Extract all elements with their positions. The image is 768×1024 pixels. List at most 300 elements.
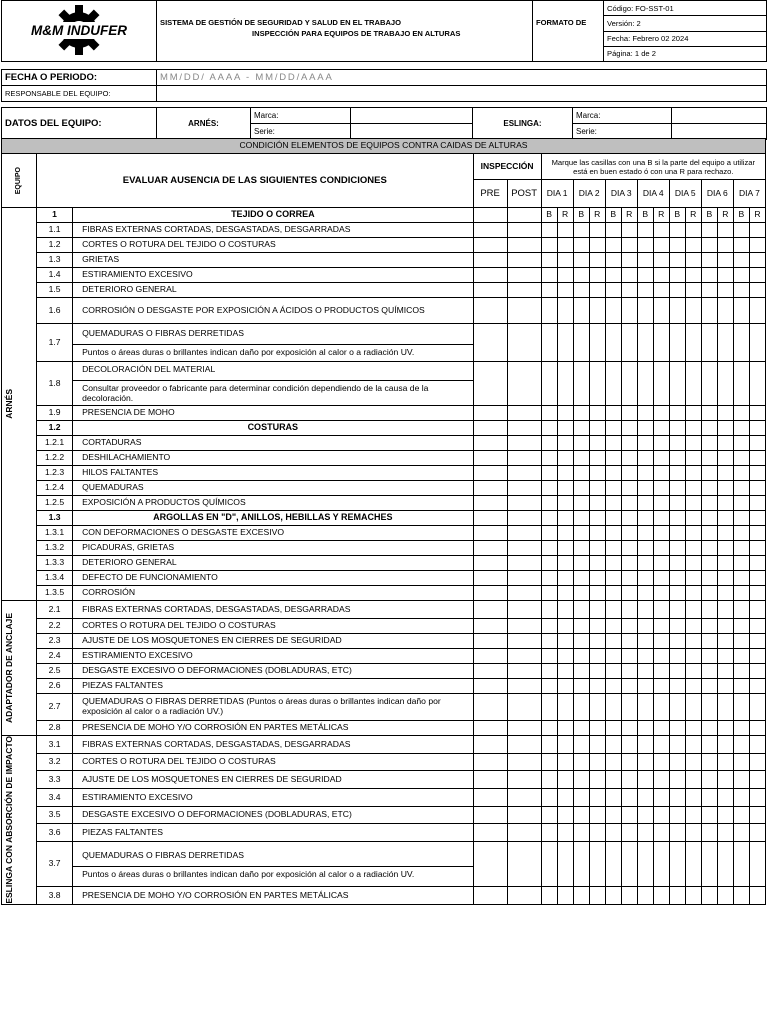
r-check-cell[interactable] — [685, 619, 701, 634]
b-check-cell[interactable] — [669, 541, 685, 556]
b-check-cell[interactable] — [605, 466, 621, 481]
b-check-cell[interactable] — [701, 824, 717, 842]
b-check-cell[interactable] — [605, 421, 621, 436]
b-check-cell[interactable] — [573, 806, 589, 824]
b-check-cell[interactable] — [733, 721, 749, 736]
b-check-cell[interactable] — [573, 283, 589, 298]
r-check-cell[interactable] — [717, 601, 733, 619]
b-check-cell[interactable] — [669, 556, 685, 571]
r-check-cell[interactable] — [685, 721, 701, 736]
b-check-cell[interactable] — [573, 324, 589, 362]
b-check-cell[interactable] — [573, 421, 589, 436]
b-check-cell[interactable] — [669, 481, 685, 496]
b-check-cell[interactable] — [605, 496, 621, 511]
b-check-cell[interactable] — [637, 586, 653, 601]
r-check-cell[interactable] — [717, 694, 733, 721]
r-check-cell[interactable] — [557, 649, 573, 664]
r-check-cell[interactable] — [589, 842, 605, 887]
r-check-cell[interactable] — [717, 324, 733, 362]
b-check-cell[interactable] — [637, 526, 653, 541]
r-check-cell[interactable] — [621, 721, 637, 736]
b-check-cell[interactable] — [637, 806, 653, 824]
b-check-cell[interactable] — [733, 526, 749, 541]
b-check-cell[interactable] — [541, 721, 557, 736]
r-check-cell[interactable] — [653, 649, 669, 664]
r-check-cell[interactable] — [557, 511, 573, 526]
pre-check-cell[interactable] — [473, 481, 507, 496]
r-check-cell[interactable] — [653, 526, 669, 541]
r-check-cell[interactable] — [685, 526, 701, 541]
r-check-cell[interactable] — [749, 634, 765, 649]
b-check-cell[interactable] — [637, 541, 653, 556]
b-check-cell[interactable] — [605, 634, 621, 649]
b-check-cell[interactable] — [733, 842, 749, 887]
b-check-cell[interactable] — [669, 283, 685, 298]
b-check-cell[interactable] — [573, 541, 589, 556]
b-check-cell[interactable] — [541, 298, 557, 324]
b-check-cell[interactable] — [573, 406, 589, 421]
r-check-cell[interactable] — [557, 223, 573, 238]
r-check-cell[interactable] — [685, 694, 701, 721]
r-check-cell[interactable] — [589, 571, 605, 586]
r-check-cell[interactable] — [749, 421, 765, 436]
b-check-cell[interactable] — [573, 664, 589, 679]
r-check-cell[interactable] — [621, 421, 637, 436]
post-check-cell[interactable] — [507, 556, 541, 571]
b-check-cell[interactable] — [669, 771, 685, 789]
b-check-cell[interactable] — [573, 556, 589, 571]
r-check-cell[interactable] — [749, 679, 765, 694]
b-check-cell[interactable] — [701, 268, 717, 283]
b-check-cell[interactable] — [541, 694, 557, 721]
b-check-cell[interactable] — [637, 253, 653, 268]
b-check-cell[interactable] — [637, 466, 653, 481]
b-check-cell[interactable] — [605, 771, 621, 789]
b-check-cell[interactable] — [605, 451, 621, 466]
r-check-cell[interactable] — [717, 721, 733, 736]
pre-check-cell[interactable] — [473, 601, 507, 619]
r-check-cell[interactable] — [749, 842, 765, 887]
r-check-cell[interactable] — [621, 886, 637, 904]
b-check-cell[interactable] — [669, 886, 685, 904]
r-check-cell[interactable] — [557, 556, 573, 571]
b-check-cell[interactable] — [637, 619, 653, 634]
r-check-cell[interactable] — [621, 571, 637, 586]
b-check-cell[interactable] — [605, 541, 621, 556]
b-check-cell[interactable] — [605, 481, 621, 496]
b-check-cell[interactable] — [541, 421, 557, 436]
r-check-cell[interactable] — [749, 649, 765, 664]
r-check-cell[interactable] — [557, 694, 573, 721]
r-check-cell[interactable] — [717, 842, 733, 887]
b-check-cell[interactable] — [701, 436, 717, 451]
r-check-cell[interactable] — [749, 223, 765, 238]
r-check-cell[interactable] — [653, 736, 669, 754]
b-check-cell[interactable] — [541, 679, 557, 694]
b-check-cell[interactable] — [573, 736, 589, 754]
b-check-cell[interactable] — [637, 496, 653, 511]
b-check-cell[interactable] — [637, 283, 653, 298]
r-check-cell[interactable] — [621, 694, 637, 721]
r-check-cell[interactable] — [621, 436, 637, 451]
r-check-cell[interactable] — [749, 771, 765, 789]
r-check-cell[interactable] — [749, 806, 765, 824]
r-check-cell[interactable] — [621, 619, 637, 634]
pre-check-cell[interactable] — [473, 541, 507, 556]
b-check-cell[interactable] — [733, 324, 749, 362]
b-check-cell[interactable] — [733, 253, 749, 268]
r-check-cell[interactable] — [685, 842, 701, 887]
r-check-cell[interactable] — [717, 541, 733, 556]
b-check-cell[interactable] — [733, 586, 749, 601]
b-check-cell[interactable] — [669, 253, 685, 268]
r-check-cell[interactable] — [749, 556, 765, 571]
r-check-cell[interactable] — [717, 451, 733, 466]
r-check-cell[interactable] — [621, 223, 637, 238]
b-check-cell[interactable] — [541, 324, 557, 362]
r-check-cell[interactable] — [685, 886, 701, 904]
b-check-cell[interactable] — [669, 466, 685, 481]
b-check-cell[interactable] — [637, 298, 653, 324]
b-check-cell[interactable] — [573, 586, 589, 601]
r-check-cell[interactable] — [589, 541, 605, 556]
b-check-cell[interactable] — [669, 601, 685, 619]
b-check-cell[interactable] — [733, 436, 749, 451]
post-check-cell[interactable] — [507, 451, 541, 466]
pre-check-cell[interactable] — [473, 253, 507, 268]
b-check-cell[interactable] — [637, 362, 653, 406]
r-check-cell[interactable] — [557, 721, 573, 736]
b-check-cell[interactable] — [701, 571, 717, 586]
b-check-cell[interactable] — [701, 619, 717, 634]
r-check-cell[interactable] — [621, 586, 637, 601]
b-check-cell[interactable] — [541, 664, 557, 679]
b-check-cell[interactable] — [669, 586, 685, 601]
r-check-cell[interactable] — [717, 679, 733, 694]
b-check-cell[interactable] — [605, 436, 621, 451]
r-check-cell[interactable] — [621, 283, 637, 298]
r-check-cell[interactable] — [557, 466, 573, 481]
b-check-cell[interactable] — [573, 298, 589, 324]
b-check-cell[interactable] — [637, 789, 653, 807]
responsable-field[interactable] — [157, 86, 767, 102]
r-check-cell[interactable] — [717, 886, 733, 904]
b-check-cell[interactable] — [733, 753, 749, 771]
b-check-cell[interactable] — [605, 619, 621, 634]
pre-check-cell[interactable] — [473, 436, 507, 451]
r-check-cell[interactable] — [589, 511, 605, 526]
r-check-cell[interactable] — [653, 436, 669, 451]
r-check-cell[interactable] — [589, 771, 605, 789]
r-check-cell[interactable] — [589, 223, 605, 238]
r-check-cell[interactable] — [557, 451, 573, 466]
b-check-cell[interactable] — [637, 771, 653, 789]
r-check-cell[interactable] — [749, 253, 765, 268]
post-check-cell[interactable] — [507, 406, 541, 421]
r-check-cell[interactable] — [653, 789, 669, 807]
b-check-cell[interactable] — [733, 634, 749, 649]
b-check-cell[interactable] — [701, 789, 717, 807]
b-check-cell[interactable] — [573, 238, 589, 253]
b-check-cell[interactable] — [669, 694, 685, 721]
r-check-cell[interactable] — [653, 406, 669, 421]
post-check-cell[interactable] — [507, 238, 541, 253]
r-check-cell[interactable] — [749, 753, 765, 771]
b-check-cell[interactable] — [605, 649, 621, 664]
b-check-cell[interactable] — [701, 421, 717, 436]
b-check-cell[interactable] — [573, 619, 589, 634]
r-check-cell[interactable] — [653, 421, 669, 436]
r-check-cell[interactable] — [621, 664, 637, 679]
b-check-cell[interactable] — [701, 298, 717, 324]
b-check-cell[interactable] — [605, 664, 621, 679]
r-check-cell[interactable] — [717, 421, 733, 436]
b-check-cell[interactable] — [573, 481, 589, 496]
r-check-cell[interactable] — [717, 753, 733, 771]
r-check-cell[interactable] — [717, 268, 733, 283]
r-check-cell[interactable] — [557, 664, 573, 679]
b-check-cell[interactable] — [733, 362, 749, 406]
b-check-cell[interactable] — [637, 649, 653, 664]
b-check-cell[interactable] — [573, 886, 589, 904]
r-check-cell[interactable] — [685, 601, 701, 619]
b-check-cell[interactable] — [733, 736, 749, 754]
b-check-cell[interactable] — [605, 721, 621, 736]
r-check-cell[interactable] — [685, 541, 701, 556]
r-check-cell[interactable] — [749, 736, 765, 754]
b-check-cell[interactable] — [541, 496, 557, 511]
b-check-cell[interactable] — [573, 601, 589, 619]
b-check-cell[interactable] — [573, 253, 589, 268]
pre-check-cell[interactable] — [473, 268, 507, 283]
r-check-cell[interactable] — [653, 466, 669, 481]
b-check-cell[interactable] — [701, 664, 717, 679]
b-check-cell[interactable] — [669, 496, 685, 511]
r-check-cell[interactable] — [653, 481, 669, 496]
b-check-cell[interactable] — [701, 586, 717, 601]
b-check-cell[interactable] — [733, 496, 749, 511]
b-check-cell[interactable] — [701, 238, 717, 253]
r-check-cell[interactable] — [717, 619, 733, 634]
b-check-cell[interactable] — [669, 268, 685, 283]
r-check-cell[interactable] — [589, 789, 605, 807]
b-check-cell[interactable] — [541, 511, 557, 526]
b-check-cell[interactable] — [669, 789, 685, 807]
pre-check-cell[interactable] — [473, 634, 507, 649]
pre-check-cell[interactable] — [473, 406, 507, 421]
b-check-cell[interactable] — [669, 679, 685, 694]
b-check-cell[interactable] — [733, 451, 749, 466]
post-check-cell[interactable] — [507, 679, 541, 694]
b-check-cell[interactable] — [733, 679, 749, 694]
b-check-cell[interactable] — [605, 694, 621, 721]
b-check-cell[interactable] — [701, 406, 717, 421]
r-check-cell[interactable] — [685, 436, 701, 451]
r-check-cell[interactable] — [749, 886, 765, 904]
r-check-cell[interactable] — [557, 824, 573, 842]
r-check-cell[interactable] — [685, 324, 701, 362]
post-check-cell[interactable] — [507, 789, 541, 807]
pre-check-cell[interactable] — [473, 664, 507, 679]
pre-check-cell[interactable] — [473, 362, 507, 406]
pre-check-cell[interactable] — [473, 324, 507, 362]
post-check-cell[interactable] — [507, 466, 541, 481]
b-check-cell[interactable] — [541, 789, 557, 807]
r-check-cell[interactable] — [557, 253, 573, 268]
b-check-cell[interactable] — [541, 253, 557, 268]
b-check-cell[interactable] — [669, 649, 685, 664]
b-check-cell[interactable] — [541, 586, 557, 601]
b-check-cell[interactable] — [701, 223, 717, 238]
r-check-cell[interactable] — [589, 253, 605, 268]
r-check-cell[interactable] — [749, 694, 765, 721]
b-check-cell[interactable] — [669, 406, 685, 421]
r-check-cell[interactable] — [621, 466, 637, 481]
b-check-cell[interactable] — [637, 634, 653, 649]
b-check-cell[interactable] — [733, 694, 749, 721]
r-check-cell[interactable] — [589, 634, 605, 649]
b-check-cell[interactable] — [701, 526, 717, 541]
post-check-cell[interactable] — [507, 634, 541, 649]
r-check-cell[interactable] — [589, 694, 605, 721]
r-check-cell[interactable] — [653, 586, 669, 601]
b-check-cell[interactable] — [541, 238, 557, 253]
r-check-cell[interactable] — [717, 824, 733, 842]
r-check-cell[interactable] — [653, 324, 669, 362]
r-check-cell[interactable] — [685, 789, 701, 807]
r-check-cell[interactable] — [653, 694, 669, 721]
r-check-cell[interactable] — [749, 362, 765, 406]
b-check-cell[interactable] — [701, 362, 717, 406]
r-check-cell[interactable] — [621, 541, 637, 556]
r-check-cell[interactable] — [621, 253, 637, 268]
b-check-cell[interactable] — [541, 223, 557, 238]
b-check-cell[interactable] — [701, 736, 717, 754]
pre-check-cell[interactable] — [473, 208, 507, 223]
b-check-cell[interactable] — [733, 824, 749, 842]
b-check-cell[interactable] — [637, 664, 653, 679]
pre-check-cell[interactable] — [473, 753, 507, 771]
r-check-cell[interactable] — [621, 679, 637, 694]
b-check-cell[interactable] — [573, 496, 589, 511]
b-check-cell[interactable] — [669, 753, 685, 771]
post-check-cell[interactable] — [507, 496, 541, 511]
r-check-cell[interactable] — [717, 634, 733, 649]
r-check-cell[interactable] — [717, 511, 733, 526]
r-check-cell[interactable] — [685, 556, 701, 571]
eslinga-marca-field[interactable] — [672, 108, 767, 124]
r-check-cell[interactable] — [589, 238, 605, 253]
b-check-cell[interactable] — [669, 721, 685, 736]
b-check-cell[interactable] — [605, 324, 621, 362]
r-check-cell[interactable] — [749, 283, 765, 298]
pre-check-cell[interactable] — [473, 421, 507, 436]
pre-check-cell[interactable] — [473, 238, 507, 253]
r-check-cell[interactable] — [557, 586, 573, 601]
r-check-cell[interactable] — [653, 556, 669, 571]
b-check-cell[interactable] — [637, 571, 653, 586]
r-check-cell[interactable] — [621, 634, 637, 649]
b-check-cell[interactable] — [733, 571, 749, 586]
r-check-cell[interactable] — [685, 406, 701, 421]
r-check-cell[interactable] — [621, 526, 637, 541]
b-check-cell[interactable] — [573, 436, 589, 451]
r-check-cell[interactable] — [653, 571, 669, 586]
b-check-cell[interactable] — [605, 679, 621, 694]
post-check-cell[interactable] — [507, 753, 541, 771]
b-check-cell[interactable] — [701, 541, 717, 556]
b-check-cell[interactable] — [637, 238, 653, 253]
r-check-cell[interactable] — [621, 753, 637, 771]
b-check-cell[interactable] — [573, 789, 589, 807]
b-check-cell[interactable] — [701, 556, 717, 571]
r-check-cell[interactable] — [717, 253, 733, 268]
r-check-cell[interactable] — [653, 238, 669, 253]
b-check-cell[interactable] — [637, 268, 653, 283]
r-check-cell[interactable] — [589, 436, 605, 451]
r-check-cell[interactable] — [557, 298, 573, 324]
b-check-cell[interactable] — [573, 451, 589, 466]
b-check-cell[interactable] — [541, 842, 557, 887]
r-check-cell[interactable] — [685, 451, 701, 466]
r-check-cell[interactable] — [557, 238, 573, 253]
b-check-cell[interactable] — [541, 406, 557, 421]
r-check-cell[interactable] — [717, 223, 733, 238]
r-check-cell[interactable] — [621, 362, 637, 406]
b-check-cell[interactable] — [605, 406, 621, 421]
r-check-cell[interactable] — [749, 824, 765, 842]
r-check-cell[interactable] — [621, 298, 637, 324]
b-check-cell[interactable] — [669, 511, 685, 526]
post-check-cell[interactable] — [507, 208, 541, 223]
b-check-cell[interactable] — [605, 283, 621, 298]
r-check-cell[interactable] — [749, 238, 765, 253]
b-check-cell[interactable] — [605, 753, 621, 771]
r-check-cell[interactable] — [653, 362, 669, 406]
post-check-cell[interactable] — [507, 886, 541, 904]
r-check-cell[interactable] — [749, 324, 765, 362]
r-check-cell[interactable] — [621, 556, 637, 571]
r-check-cell[interactable] — [557, 619, 573, 634]
r-check-cell[interactable] — [589, 451, 605, 466]
b-check-cell[interactable] — [637, 824, 653, 842]
b-check-cell[interactable] — [573, 679, 589, 694]
pre-check-cell[interactable] — [473, 736, 507, 754]
r-check-cell[interactable] — [717, 481, 733, 496]
r-check-cell[interactable] — [685, 421, 701, 436]
r-check-cell[interactable] — [653, 619, 669, 634]
pre-check-cell[interactable] — [473, 283, 507, 298]
r-check-cell[interactable] — [589, 421, 605, 436]
b-check-cell[interactable] — [701, 511, 717, 526]
b-check-cell[interactable] — [637, 451, 653, 466]
r-check-cell[interactable] — [621, 601, 637, 619]
post-check-cell[interactable] — [507, 824, 541, 842]
b-check-cell[interactable] — [637, 556, 653, 571]
r-check-cell[interactable] — [717, 771, 733, 789]
b-check-cell[interactable] — [701, 253, 717, 268]
r-check-cell[interactable] — [653, 511, 669, 526]
r-check-cell[interactable] — [557, 362, 573, 406]
r-check-cell[interactable] — [557, 679, 573, 694]
r-check-cell[interactable] — [557, 571, 573, 586]
r-check-cell[interactable] — [653, 496, 669, 511]
post-check-cell[interactable] — [507, 806, 541, 824]
r-check-cell[interactable] — [749, 406, 765, 421]
b-check-cell[interactable] — [637, 842, 653, 887]
r-check-cell[interactable] — [557, 406, 573, 421]
b-check-cell[interactable] — [605, 223, 621, 238]
